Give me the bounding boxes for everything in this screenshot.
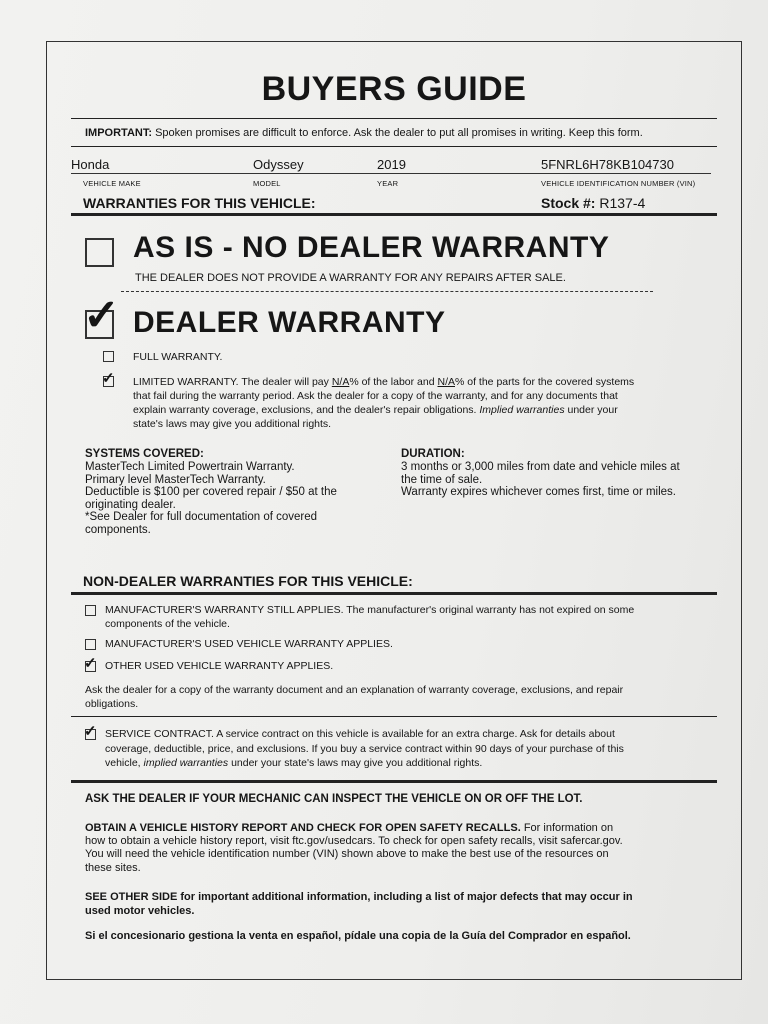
vehicle-model-value: Odyssey: [253, 157, 304, 172]
systems-line: *See Dealer for full documentation of covered: [85, 511, 318, 524]
check-icon: ✓: [102, 370, 115, 387]
see-other-side-line2: used motor vehicles.: [85, 904, 195, 917]
divider: [71, 213, 717, 216]
manufacturer-warranty-desc: The manufacturer's original warranty has not expired on some: [346, 604, 635, 616]
full-warranty-checkbox[interactable]: [103, 351, 114, 362]
year-label: YEAR: [377, 179, 399, 188]
manufacturer-used-warranty-label: MANUFACTURER'S USED VEHICLE WARRANTY APPLIES.: [105, 638, 393, 650]
limited-text-line3-end: under your: [567, 404, 618, 416]
limited-text-line3: explain warranty coverage, exclusions, and the dealer's repair obligations.: [133, 404, 477, 416]
see-other-side-line1: for important additional information, including a list of major defects that may occur in: [180, 891, 633, 903]
manufacturer-warranty-text: [105, 603, 715, 631]
service-contract-line3: vehicle,: [105, 757, 141, 769]
stock-value: R137-4: [599, 195, 646, 211]
divider: [71, 592, 717, 595]
systems-line: components.: [85, 523, 151, 536]
important-text: Spoken promises are difficult to enforce. Ask the dealer to put all promises in writing. Keep this form.: [155, 127, 643, 139]
form-title: BUYERS GUIDE: [261, 70, 527, 108]
manufacturer-warranty-desc2: components of the vehicle.: [105, 618, 230, 630]
dealer-warranty-title: DEALER WARRANTY: [133, 306, 446, 339]
vehicle-history-text: [85, 822, 725, 875]
other-used-warranty-checkbox[interactable]: [84, 655, 97, 672]
service-contract-checkbox[interactable]: [84, 723, 97, 740]
spanish-notice: Si el concesionario gestiona la venta en español, pídale una copia de la Guía del Comprador en español.: [85, 930, 631, 942]
labor-percent: N/A: [331, 376, 350, 388]
manufacturer-warranty-label: MANUFACTURER'S WARRANTY STILL APPLIES.: [105, 604, 344, 616]
as-is-subtitle: THE DEALER DOES NOT PROVIDE A WARRANTY FOR ANY REPAIRS AFTER SALE.: [135, 272, 566, 284]
ask-dealer-copy-text: [85, 683, 725, 711]
divider: [71, 118, 717, 119]
dealer-warranty-checkbox[interactable]: [83, 291, 120, 340]
limited-text-c: % of the parts for the covered systems: [455, 376, 635, 388]
vehicle-history-line1: For information on: [523, 822, 614, 834]
implied-warranties-text: Implied warranties: [479, 404, 565, 416]
warranties-heading: WARRANTIES FOR THIS VEHICLE:: [83, 195, 316, 211]
vehicle-history-heading: OBTAIN A VEHICLE HISTORY REPORT AND CHECK FOR OPEN SAFETY RECALLS.: [85, 822, 521, 834]
important-label: IMPORTANT:: [85, 127, 153, 139]
make-label: VEHICLE MAKE: [83, 179, 141, 188]
service-contract-text: [105, 727, 725, 771]
divider: [71, 146, 717, 147]
parts-percent: N/A: [437, 376, 455, 388]
service-contract-label: SERVICE CONTRACT.: [105, 728, 214, 740]
limited-text-b: % of the labor and: [349, 376, 435, 388]
systems-line: Primary level MasterTech Warranty.: [85, 473, 266, 486]
non-dealer-heading: NON-DEALER WARRANTIES FOR THIS VEHICLE:: [83, 573, 413, 589]
systems-line: MasterTech Limited Powertrain Warranty.: [85, 461, 295, 473]
systems-line: Deductible is $100 per covered repair / $50 at the: [85, 486, 337, 499]
limited-warranty-label: LIMITED WARRANTY.: [133, 376, 239, 388]
service-contract-line1: A service contract on this vehicle is available for an extra charge. Ask for details about: [216, 728, 615, 740]
other-used-warranty-label: OTHER USED VEHICLE WARRANTY APPLIES.: [105, 660, 334, 672]
duration-line: 3 months or 3,000 miles from date and vehicle miles at: [401, 461, 680, 473]
systems-line: originating dealer.: [85, 498, 176, 511]
limited-warranty-checkbox[interactable]: [102, 370, 115, 387]
important-notice: [85, 126, 643, 140]
vehicle-field-line: [71, 173, 711, 174]
as-is-checkbox[interactable]: [85, 238, 114, 267]
stock-label: Stock #:: [541, 195, 596, 211]
manufacturer-warranty-checkbox[interactable]: [85, 605, 96, 616]
vehicle-vin-value: 5FNRL6H78KB104730: [541, 157, 674, 172]
limited-text-line2: that fail during the warranty period. Ask the dealer for a copy of the warranty, and for any documents that: [133, 390, 618, 402]
vehicle-history-line3: You will need the vehicle identification number (VIN) shown above to make the best use of the resources on: [85, 848, 609, 861]
buyers-guide-form: [46, 41, 742, 980]
manufacturer-used-warranty-checkbox[interactable]: [85, 639, 96, 650]
check-icon: ✓: [84, 723, 97, 740]
stock-number: [541, 195, 645, 211]
vin-label: VEHICLE IDENTIFICATION NUMBER (VIN): [541, 179, 696, 188]
duration-list: [401, 461, 721, 499]
mechanic-inspection-text: ASK THE DEALER IF YOUR MECHANIC CAN INSPECT THE VEHICLE ON OR OFF THE LOT.: [85, 793, 583, 805]
systems-covered-list: [85, 461, 375, 537]
vehicle-history-line4: these sites.: [85, 861, 141, 874]
limited-text-a: The dealer will pay: [241, 376, 329, 388]
limited-text-line4: state's laws may give you additional rights.: [133, 418, 332, 430]
limited-warranty-text: [133, 375, 713, 431]
duration-heading: DURATION:: [401, 448, 465, 460]
systems-covered-heading: SYSTEMS COVERED:: [85, 448, 204, 460]
see-other-side-text: [85, 891, 725, 918]
vehicle-make-value: Honda: [71, 157, 110, 172]
model-label: MODEL: [253, 179, 281, 188]
check-icon: ✓: [84, 655, 97, 672]
service-contract-line3-end: under your state's laws may give you additional rights.: [231, 757, 483, 769]
implied-warranties-text: implied warranties: [143, 757, 229, 769]
as-is-title: AS IS - NO DEALER WARRANTY: [133, 231, 610, 264]
ask-dealer-line2: obligations.: [85, 698, 139, 710]
ask-dealer-line1: Ask the dealer for a copy of the warranty document and an explanation of warranty coverage, exclusions, and repair: [85, 684, 624, 696]
see-other-side-heading: SEE OTHER SIDE: [85, 891, 178, 903]
vehicle-history-line2: how to obtain a vehicle history report, visit ftc.gov/usedcars. To check for open safety recalls, visit safercar.gov.: [85, 835, 623, 848]
check-icon: ✓: [83, 291, 120, 340]
dashed-divider: [121, 291, 653, 292]
duration-line: Warranty expires whichever comes first, time or miles.: [401, 486, 677, 499]
duration-line: the time of sale.: [401, 473, 483, 486]
divider: [71, 716, 717, 717]
vehicle-year-value: 2019: [377, 157, 406, 172]
full-warranty-label: FULL WARRANTY.: [133, 351, 223, 363]
service-contract-line2: coverage, deductible, price, and exclusions. If you buy a service contract within 90 days of your purchase of this: [105, 742, 624, 755]
divider: [71, 780, 717, 783]
